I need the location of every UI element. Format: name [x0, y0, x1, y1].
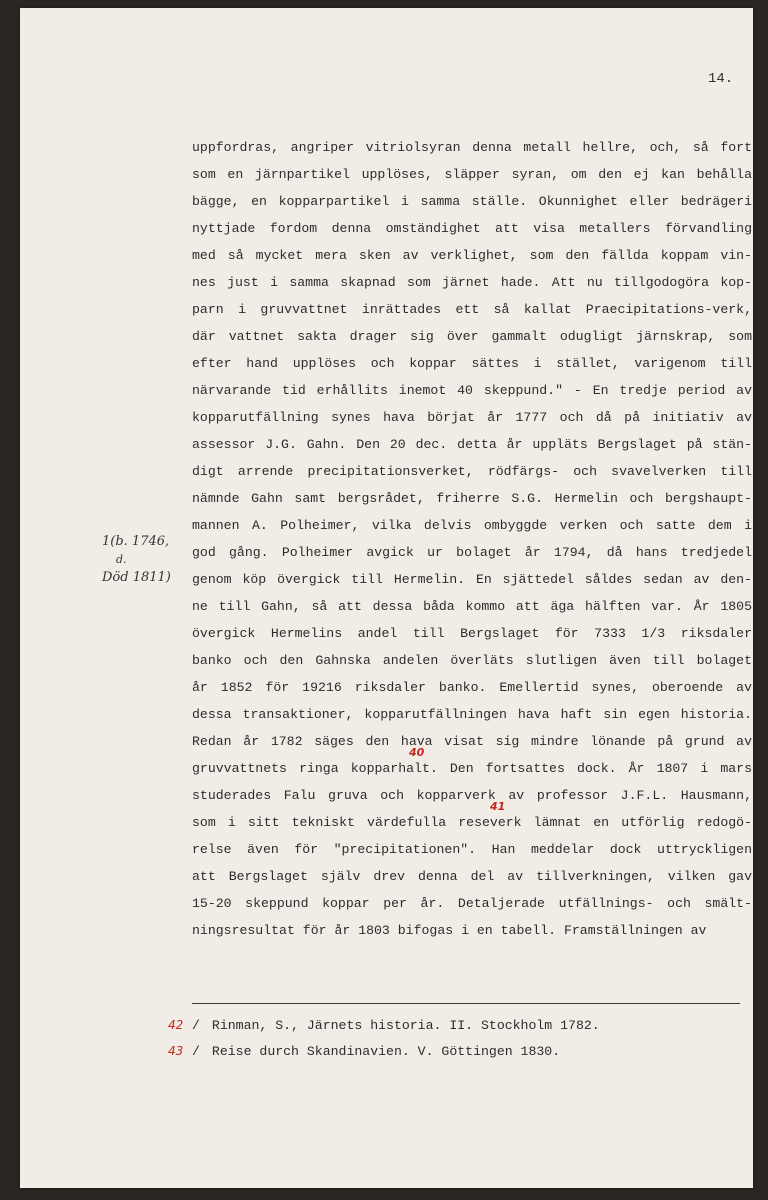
- text-line: som i sitt tekniskt värdefulla reseverk lämnat en utförlig redogö-: [192, 815, 752, 830]
- text-line: kopparutfällning synes hava börjat år 1777 och då på initiativ av: [192, 410, 752, 425]
- text-line: 15-20 skeppund koppar per år. Detaljerade utfällnings- och smält-: [192, 896, 752, 911]
- footnote-marker-41: 41: [490, 800, 506, 813]
- footnote-divider: [192, 1003, 740, 1004]
- text-line: år 1852 för 19216 riksdaler banko. Emellertid synes, oberoende av: [192, 680, 752, 695]
- margin-note-line: Död 1811): [102, 570, 171, 585]
- text-line: nes just i samma skapnad som järnet hade. Att nu tillgodogöra kop-: [192, 275, 752, 290]
- footnote-text: Rinman, S., Järnets historia. II. Stockholm 1782.: [211, 1018, 600, 1033]
- text-line: studerades Falu gruva och kopparverk av professor J.F.L. Hausmann,: [192, 788, 752, 803]
- footnote-number: 42: [168, 1018, 184, 1032]
- margin-note-line: d.: [116, 553, 127, 566]
- text-line: gruvvattnets ringa kopparhalt. Den fortsattes dock. År 1807 i mars: [192, 761, 752, 776]
- text-line: relse även för "precipitationen". Han meddelar dock uttryckligen: [192, 842, 752, 857]
- text-line: god gång. Polheimer avgick ur bolaget år 1794, då hans tredjedel: [192, 545, 752, 560]
- handwritten-margin-note: [102, 533, 171, 587]
- margin-note-line: 1(b. 1746,: [102, 534, 170, 549]
- text-line: bägge, en kopparpartikel i samma ställe. Okunnighet eller bedrägeri: [192, 194, 752, 209]
- text-line: digt arrende precipitationsverket, rödfärgs- och svavelverken till: [192, 464, 752, 479]
- footnote-marker-40: 40: [409, 746, 425, 759]
- footnote-number: 43: [168, 1044, 184, 1058]
- text-line: nämnde Gahn samt bergsrådet, friherre S.G. Hermelin och bergshaupt-: [192, 491, 752, 506]
- text-line: parn i gruvvattnet inrättades ett så kallat Praecipitations-verk,: [192, 302, 752, 317]
- footnote: 42 / Rinman, S., Järnets historia. II. Stockholm 1782.: [168, 1018, 600, 1033]
- text-line: att Bergslaget själv drev denna del av tillverkningen, vilken gav: [192, 869, 752, 884]
- footnote: 43 / Reise durch Skandinavien. V. Göttingen 1830.: [168, 1044, 561, 1059]
- text-line: där vattnet sakta drager sig över gammalt odugligt järnskrap, som: [192, 329, 752, 344]
- text-line: banko och den Gahnska andelen överläts slutligen även till bolaget: [192, 653, 752, 668]
- text-line: övergick Hermelins andel till Bergslaget för 7333 1/3 riksdaler: [192, 626, 752, 641]
- text-line: ningsresultat för år 1803 bifogas i en tabell. Framställningen av: [192, 923, 707, 938]
- text-line: efter hand upplöses och koppar sättes i stället, varigenom till: [192, 356, 752, 371]
- text-line: uppfordras, angriper vitriolsyran denna metall hellre, och, så fort: [192, 140, 752, 155]
- text-line: dessa transaktioner, kopparutfällningen hava haft sin egen historia.: [192, 707, 752, 722]
- footnote-text: Reise durch Skandinavien. V. Göttingen 1830.: [211, 1044, 561, 1059]
- text-line: mannen A. Polheimer, vilka delvis ombyggde verken och satte dem i: [192, 518, 752, 533]
- text-line: med så mycket mera sken av verklighet, som den fällda koppam vin-: [192, 248, 752, 263]
- text-line: Redan år 1782 säges den hava visat sig mindre lönande på grund av: [192, 734, 752, 749]
- document-page: [20, 8, 753, 1188]
- text-line: genom köp övergick till Hermelin. En sjättedel såldes sedan av den-: [192, 572, 752, 587]
- text-line: nyttjade fordom denna omständighet att visa metallers förvandling: [192, 221, 752, 236]
- page-number: 14.: [708, 71, 734, 87]
- text-line: närvarande tid erhållits inemot 40 skeppund." - En tredje period av: [192, 383, 752, 398]
- text-line: assessor J.G. Gahn. Den 20 dec. detta år uppläts Bergslaget på stän-: [192, 437, 752, 452]
- text-line: som en järnpartikel upplöses, släpper syran, om den ej kan behålla: [192, 167, 752, 182]
- text-line: ne till Gahn, så att dessa båda kommo att äga hälften var. År 1805: [192, 599, 752, 614]
